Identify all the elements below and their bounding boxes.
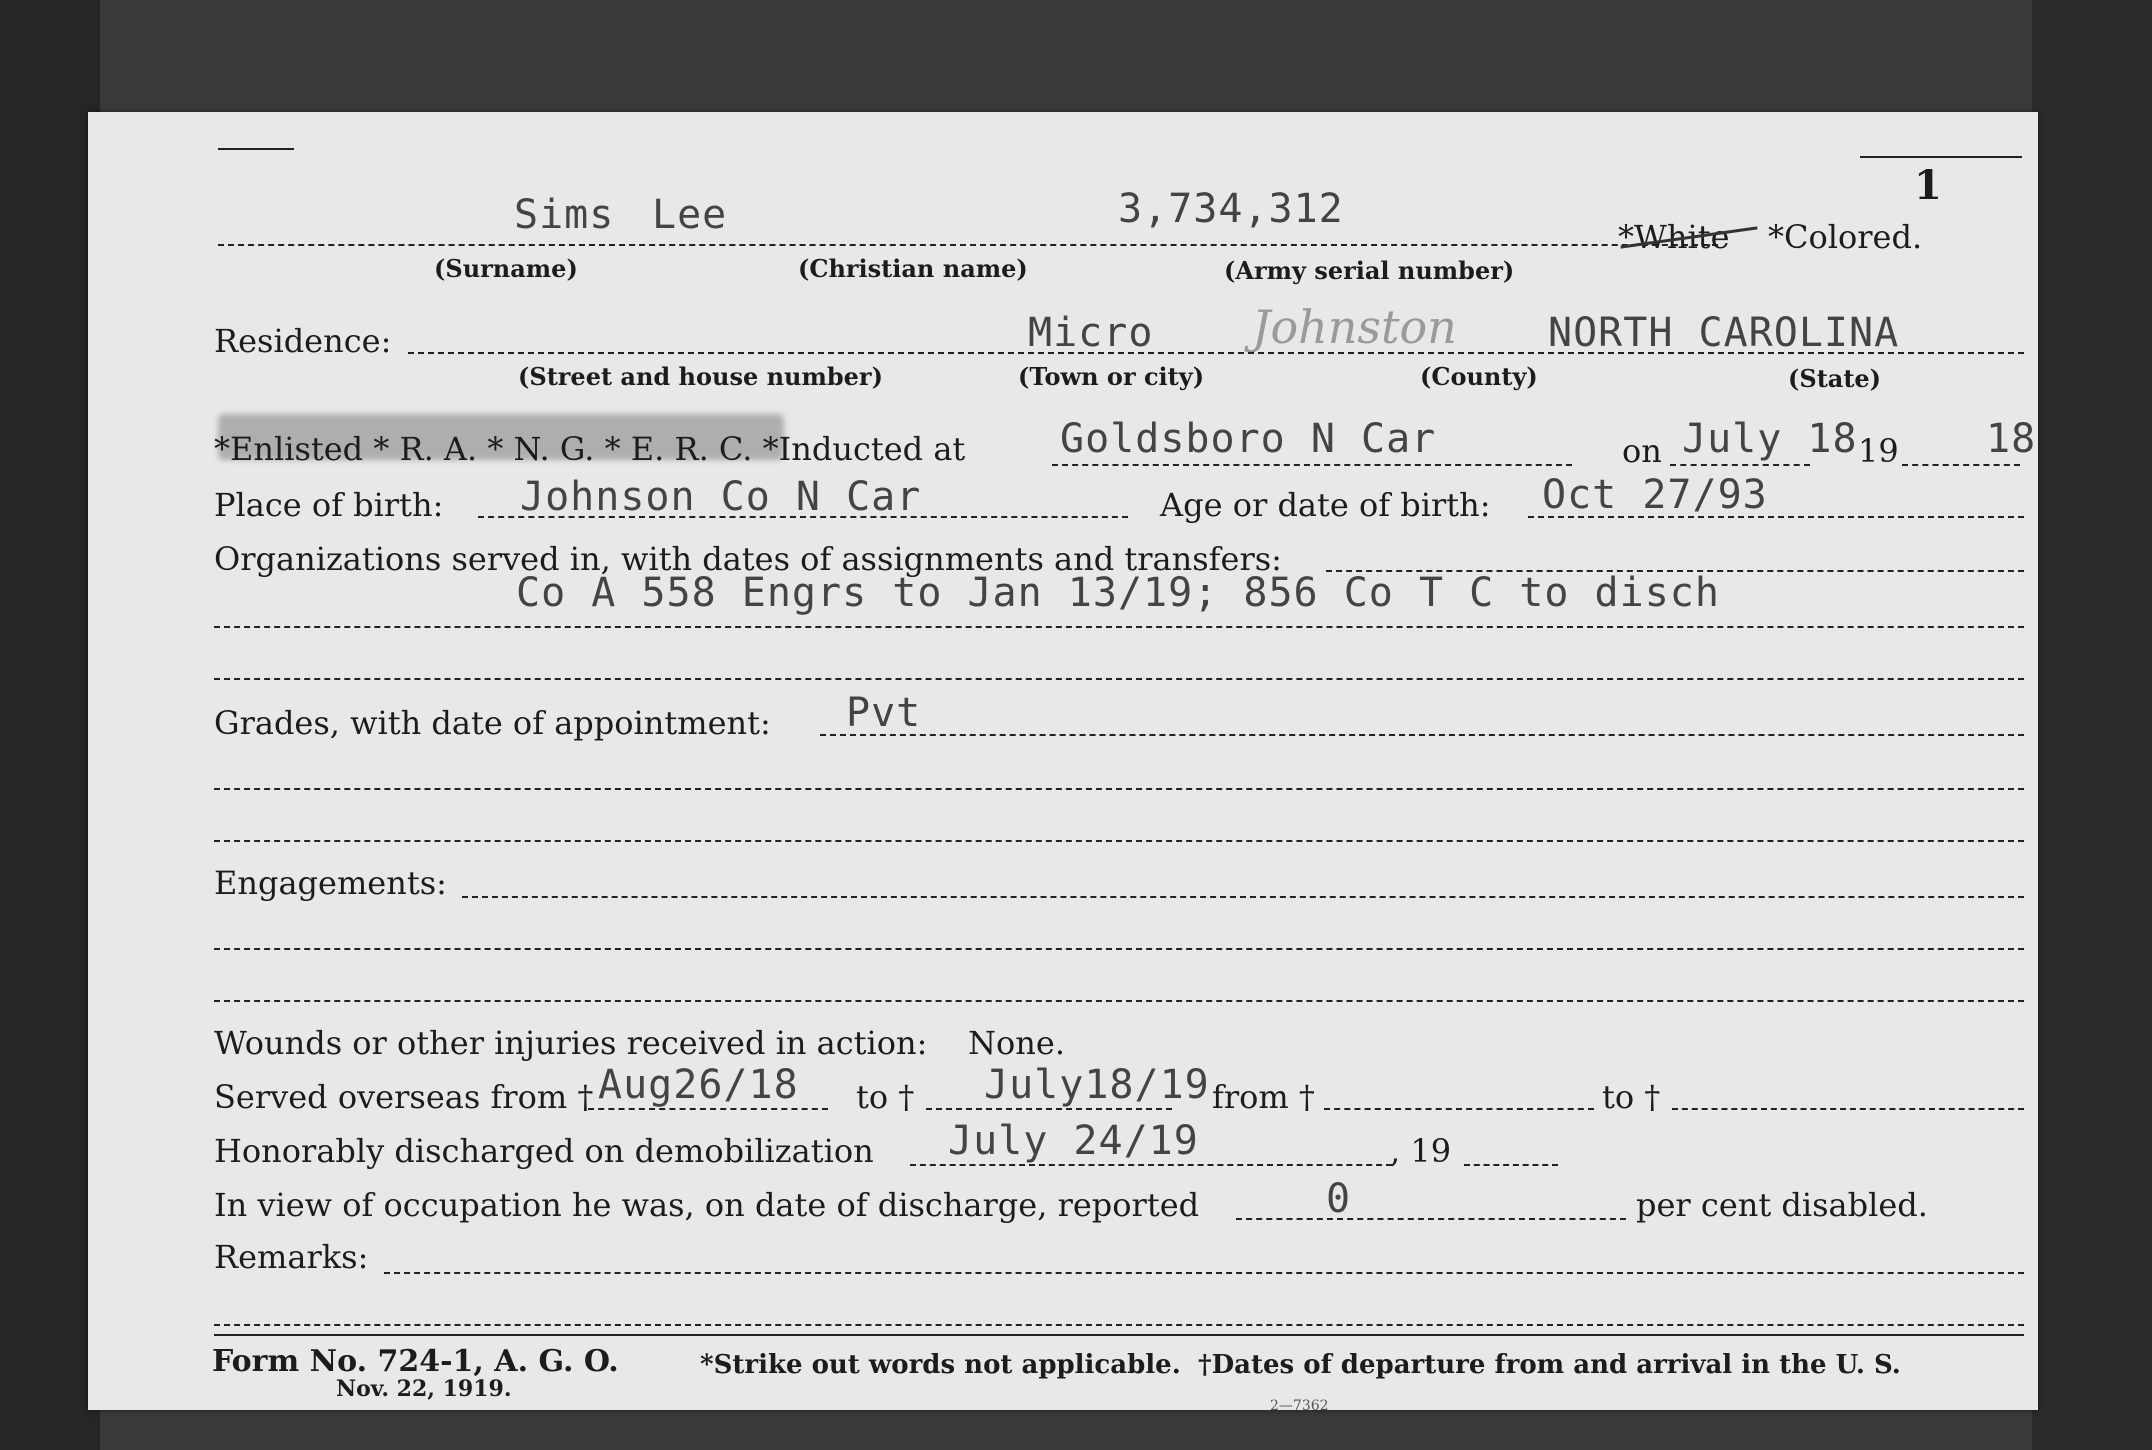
dates-note: †Dates of departure from and arrival in the U. S. xyxy=(1198,1350,1901,1380)
served-to2-label: to † xyxy=(1602,1078,1661,1116)
served-from-value: Aug26/18 xyxy=(598,1062,799,1108)
county-caption: (County) xyxy=(1420,362,1538,391)
disabled-label: per cent disabled. xyxy=(1636,1186,1928,1224)
grades-label: Grades, with date of appointment: xyxy=(214,704,771,742)
served-from-line xyxy=(588,1108,828,1110)
served-to-label: to † xyxy=(856,1078,915,1116)
christian-name-caption: (Christian name) xyxy=(798,254,1028,283)
occupation-label: In view of occupation he was, on date of discharge, reported xyxy=(214,1186,1200,1224)
wounds-label: Wounds or other injuries received in action: xyxy=(214,1024,928,1062)
inducted-on-line xyxy=(1670,464,1810,466)
discharged-label: Honorably discharged on demobilization xyxy=(214,1132,874,1170)
residence-label: Residence: xyxy=(214,322,392,360)
state-value: NORTH CAROLINA xyxy=(1548,310,1900,356)
engagements-line-2 xyxy=(214,948,2024,950)
surname-value: Sims xyxy=(514,192,615,238)
grade-value: Pvt xyxy=(846,690,922,736)
town-value: Micro xyxy=(1028,310,1154,356)
age-label: Age or date of birth: xyxy=(1160,486,1491,524)
disabled-percent-line xyxy=(1236,1218,1626,1220)
army-serial-value: 3,734,312 xyxy=(1118,186,1344,232)
organizations-label: Organizations served in, with dates of assignments and transfers: xyxy=(214,540,1282,578)
name-line xyxy=(218,244,1718,246)
state-caption: (State) xyxy=(1788,364,1882,393)
top-right-rule xyxy=(1860,156,2022,158)
birth-date-line xyxy=(1528,516,2024,518)
grades-line-1 xyxy=(820,734,2024,736)
christian-name-value: Lee xyxy=(652,192,728,238)
served-from2-label: from † xyxy=(1212,1078,1315,1116)
remarks-line-1 xyxy=(384,1272,2024,1274)
page-number: 1 xyxy=(1914,162,1942,209)
discharge-year-line xyxy=(1464,1164,1558,1166)
engagements-line-1 xyxy=(462,896,2024,898)
inducted-at-value: Goldsboro N Car xyxy=(1060,416,1437,462)
organizations-line-2 xyxy=(214,626,2024,628)
grades-line-3 xyxy=(214,840,2024,842)
record-card xyxy=(88,112,2038,1414)
served-from2-line xyxy=(1324,1108,1594,1110)
served-overseas-label: Served overseas from † xyxy=(214,1078,594,1116)
inducted-year-value: 18 xyxy=(1986,416,2037,462)
birth-place-line xyxy=(478,516,1128,518)
organizations-line-3 xyxy=(214,678,2024,680)
organizations-value: Co A 558 Engrs to Jan 13/19; 856 Co T C to disch xyxy=(516,570,1720,616)
engagements-label: Engagements: xyxy=(214,864,447,902)
discharge-year-label: , 19 xyxy=(1390,1132,1452,1170)
scan-background-left xyxy=(0,0,100,1450)
disabled-percent-value: 0 xyxy=(1326,1176,1352,1222)
county-handwritten: Johnston xyxy=(1252,300,1457,354)
residence-line xyxy=(408,352,2024,354)
wounds-value: None. xyxy=(968,1024,1065,1062)
served-to-value: July18/19 xyxy=(984,1062,1210,1108)
on-label: on xyxy=(1622,432,1662,470)
scan-background-right xyxy=(2032,0,2152,1450)
strike-note: *Strike out words not applicable. xyxy=(700,1350,1181,1380)
remarks-label: Remarks: xyxy=(214,1238,369,1276)
enlisted-label: *Enlisted * R. A. * N. G. * E. R. C. *Inducted at xyxy=(214,430,966,468)
discharge-date-line xyxy=(910,1164,1392,1166)
street-caption: (Street and house number) xyxy=(518,362,883,391)
stamp-number: 2—7362 xyxy=(1270,1398,1329,1414)
inducted-on-value: July 18 xyxy=(1682,416,1858,462)
engagements-line-3 xyxy=(214,1000,2024,1002)
year-prefix: 19 xyxy=(1858,432,1899,470)
served-to2-line xyxy=(1672,1108,2024,1110)
top-left-rule xyxy=(218,148,294,150)
footer-rule xyxy=(214,1334,2024,1336)
birth-date-value: Oct 27/93 xyxy=(1542,472,1768,518)
form-date: Nov. 22, 1919. xyxy=(336,1376,512,1402)
form-number: Form No. 724-1, A. G. O. xyxy=(212,1344,619,1379)
served-to-line xyxy=(926,1108,1172,1110)
surname-caption: (Surname) xyxy=(434,254,578,283)
birth-place-value: Johnson Co N Car xyxy=(520,474,922,520)
discharge-date-value: July 24/19 xyxy=(948,1118,1199,1164)
race-colored-option: *Colored. xyxy=(1768,218,1923,256)
remarks-line-2 xyxy=(214,1324,2024,1326)
birth-place-label: Place of birth: xyxy=(214,486,444,524)
town-caption: (Town or city) xyxy=(1018,362,1205,391)
year-line xyxy=(1902,464,2020,466)
inducted-at-line xyxy=(1052,464,1572,466)
grades-line-2 xyxy=(214,788,2024,790)
race-white-option: *White xyxy=(1618,218,1730,256)
army-serial-caption: (Army serial number) xyxy=(1224,256,1515,285)
